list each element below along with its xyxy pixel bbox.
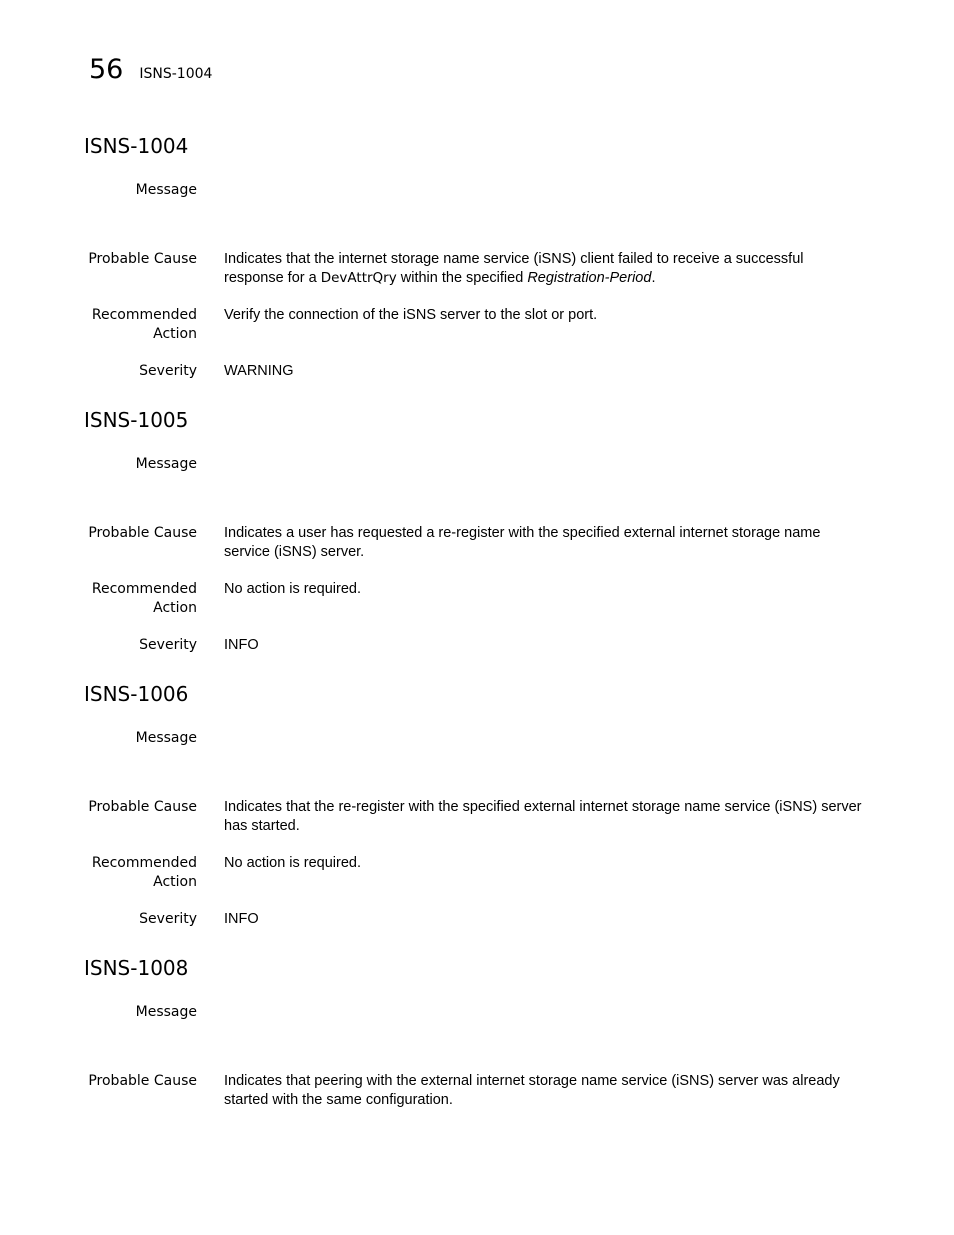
- parameter-name: Registration-Period: [527, 270, 652, 286]
- section-title: ISNS-1004: [84, 134, 189, 158]
- command-name: DevAttrQry: [320, 270, 397, 286]
- probable-cause-text: Indicates that the re-register with the specified external internet storage name service (iSNS) server has started.: [224, 799, 862, 834]
- probable-cause-label: Probable Cause: [88, 525, 197, 541]
- recommended-action-text: No action is required.: [224, 581, 362, 597]
- severity-value: WARNING: [224, 363, 294, 379]
- message-label: Message: [135, 730, 197, 746]
- severity-label: Severity: [139, 637, 197, 653]
- recommended-action-text: Verify the connection of the iSNS server to the slot or port.: [224, 307, 598, 323]
- severity-label: Severity: [139, 911, 197, 927]
- page-header: [89, 54, 212, 85]
- recommended-action-label: Recommended Action: [91, 307, 197, 342]
- chapter-number: 56: [89, 54, 124, 85]
- probable-cause-label: Probable Cause: [88, 1073, 197, 1089]
- probable-cause-text: Indicates that peering with the external internet storage name service (iSNS) server was already started with the same configuration.: [224, 1073, 840, 1108]
- section-title: ISNS-1008: [84, 956, 189, 980]
- probable-cause-text: Indicates a user has requested a re-register with the specified external internet storage name service (iSNS) server.: [224, 525, 821, 560]
- recommended-action-label: Recommended Action: [91, 581, 197, 616]
- recommended-action-label: Recommended Action: [91, 855, 197, 890]
- probable-cause-label: Probable Cause: [88, 251, 197, 267]
- section-title: ISNS-1005: [84, 408, 189, 432]
- recommended-action-text: No action is required.: [224, 855, 362, 871]
- message-label: Message: [135, 456, 197, 472]
- severity-value: INFO: [224, 911, 259, 927]
- message-label: Message: [135, 1004, 197, 1020]
- probable-cause-label: Probable Cause: [88, 799, 197, 815]
- probable-cause-text: Indicates that the internet storage name service (iSNS) client failed to receive a successful response for a DevAttrQry within the specified Registration-Period.: [224, 251, 804, 286]
- message-label: Message: [135, 182, 197, 198]
- severity-value: INFO: [224, 637, 259, 653]
- severity-label: Severity: [139, 363, 197, 379]
- section-title: ISNS-1006: [84, 682, 189, 706]
- running-header-title: ISNS-1004: [139, 66, 213, 82]
